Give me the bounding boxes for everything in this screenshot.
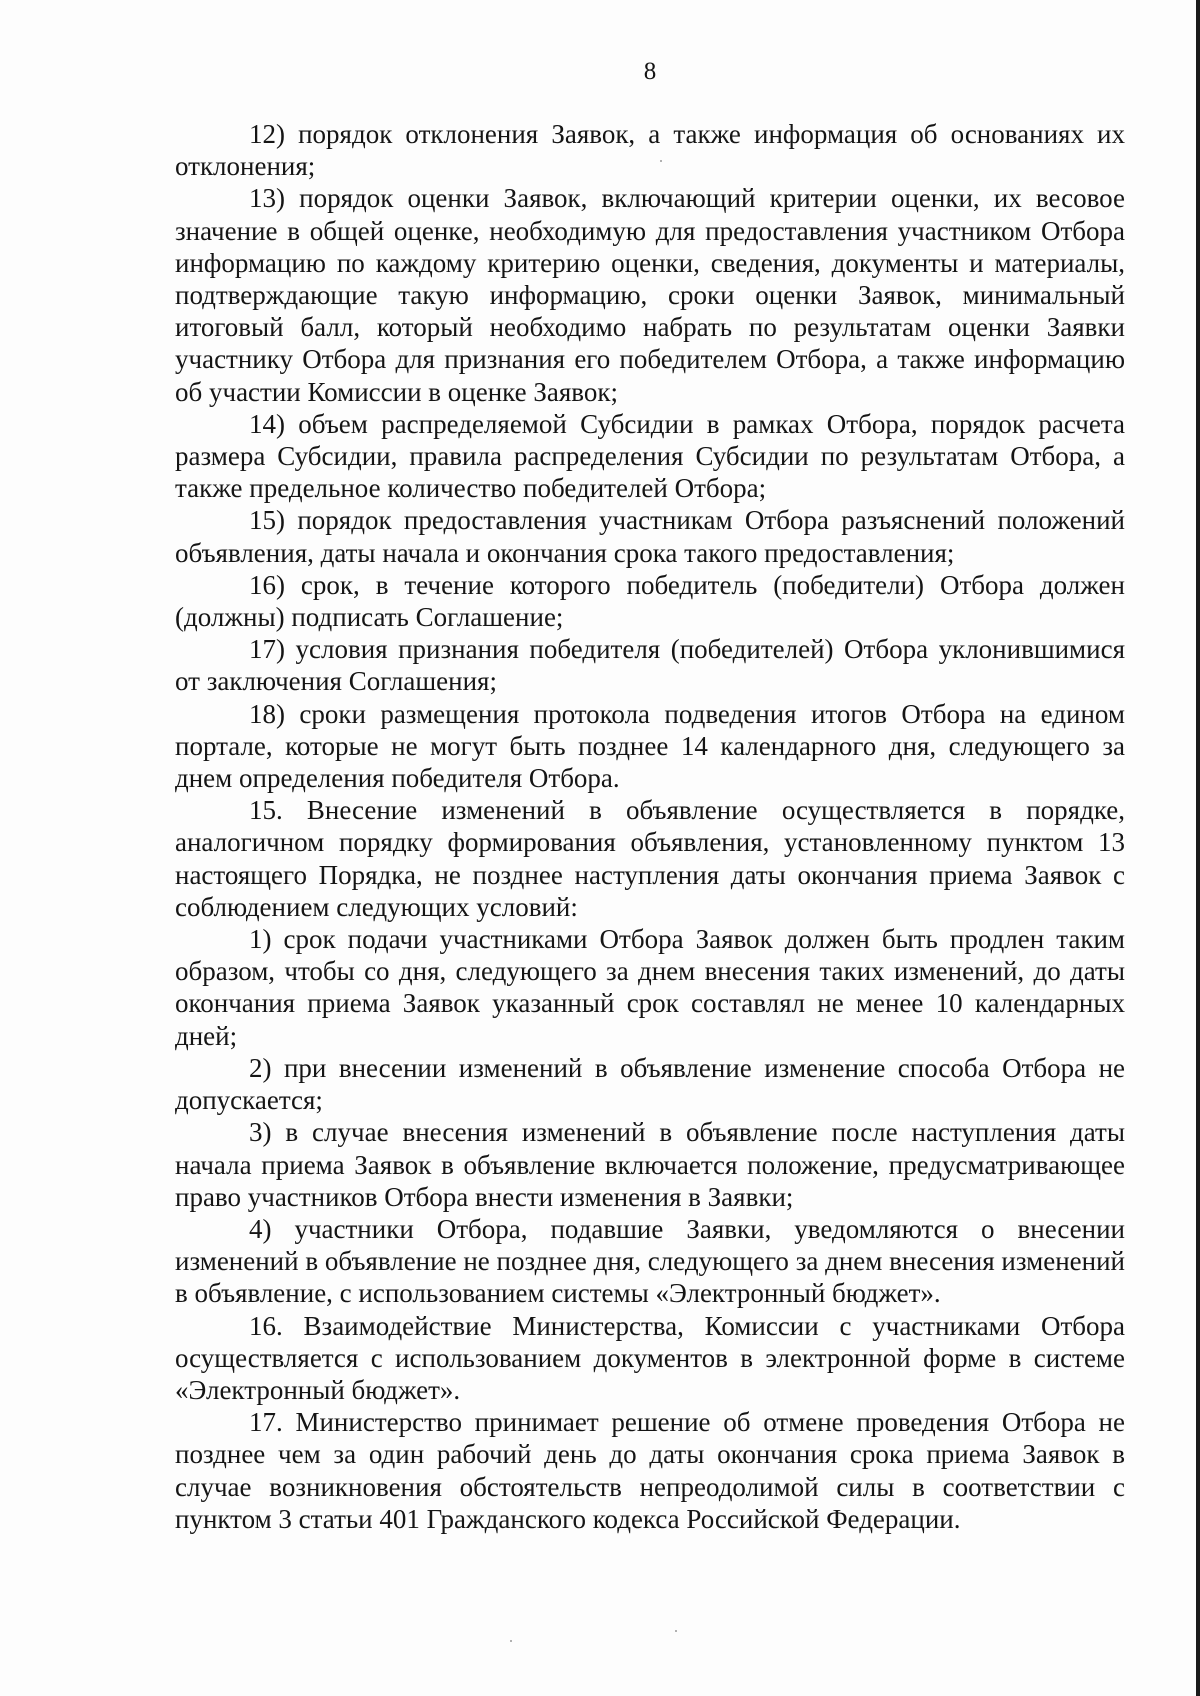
paragraph-clause-15-item-2: 2) при внесении изменений в объявление изменение способа Отбора не допускается; <box>175 1052 1125 1116</box>
scan-speck <box>660 160 662 162</box>
paragraph-clause-15-item-1: 1) срок подачи участниками Отбора Заявок должен быть продлен таким образом, чтобы со дня, следующего за днем внесения таких изменений, до даты окончания приема Заявок указанный срок составлял не менее 10 календарных дней; <box>175 924 1125 1051</box>
page-number: 8 <box>643 58 657 85</box>
paragraph-item-14: 14) объем распределяемой Субсидии в рамках Отбора, порядок расчета размера Субсидии, правила распределения Субсидии по результатам Отбора, а также предельное количество победителей Отбора; <box>175 408 1125 504</box>
paragraph-item-16: 16) срок, в течение которого победитель (победители) Отбора должен (должны) подписать Соглашение; <box>175 569 1125 633</box>
paragraph-item-18: 18) сроки размещения протокола подведения итогов Отбора на едином портале, которые не могут быть позднее 14 календарного дня, следующего за днем определения победителя Отбора. <box>175 698 1125 794</box>
paragraph-clause-17: 17. Министерство принимает решение об отмене проведения Отбора не позднее чем за один рабочий день до даты окончания срока приема Заявок в случае возникновения обстоятельств непреодолимой силы в соответствии с пунктом 3 статьи 401 Гражданского кодекса Российской Федерации. <box>175 1407 1125 1534</box>
scan-speck <box>510 1640 512 1642</box>
scan-edge <box>1196 0 1200 1696</box>
paragraph-clause-15-item-4: 4) участники Отбора, подавшие Заявки, уведомляются о внесении изменений в объявление не позднее дня, следующего за днем внесения изменений в объявление, с использованием системы «Электронный бюджет». <box>175 1213 1125 1309</box>
paragraph-item-13: 13) порядок оценки Заявок, включающий критерии оценки, их весовое значение в общей оценке, необходимую для предоставления участником Отбора информацию по каждому критерию оценки, сведения, документы и материалы, подтверждающие такую информацию, сроки оценки Заявок, минимальный итоговый балл, который необходимо набрать по результатам оценки Заявки участнику Отбора для признания его победителем Отбора, а также информацию об участии Комиссии в оценке Заявок; <box>175 183 1125 407</box>
scan-speck <box>675 1630 677 1632</box>
document-body <box>175 118 1125 1535</box>
paragraph-clause-15-item-3: 3) в случае внесения изменений в объявление после наступления даты начала приема Заявок в объявление включается положение, предусматривающее право участников Отбора внести изменения в Заявки; <box>175 1117 1125 1212</box>
paragraph-item-17: 17) условия признания победителя (победителей) Отбора уклонившимися от заключения Соглашения; <box>175 634 1125 697</box>
paragraph-item-12: 12) порядок отклонения Заявок, а также информация об основаниях их отклонения; <box>175 119 1125 182</box>
paragraph-clause-15: 15. Внесение изменений в объявление осуществляется в порядке, аналогичном порядку формирования объявления, установленному пунктом 13 настоящего Порядка, не позднее наступления даты окончания приема Заявок с соблюдением следующих условий: <box>175 795 1125 922</box>
paragraph-item-15: 15) порядок предоставления участникам Отбора разъяснений положений объявления, даты начала и окончания срока такого предоставления; <box>175 505 1125 568</box>
paragraph-clause-16: 16. Взаимодействие Министерства, Комиссии с участниками Отбора осуществляется с использованием документов в электронной форме в системе «Электронный бюджет». <box>175 1310 1125 1405</box>
